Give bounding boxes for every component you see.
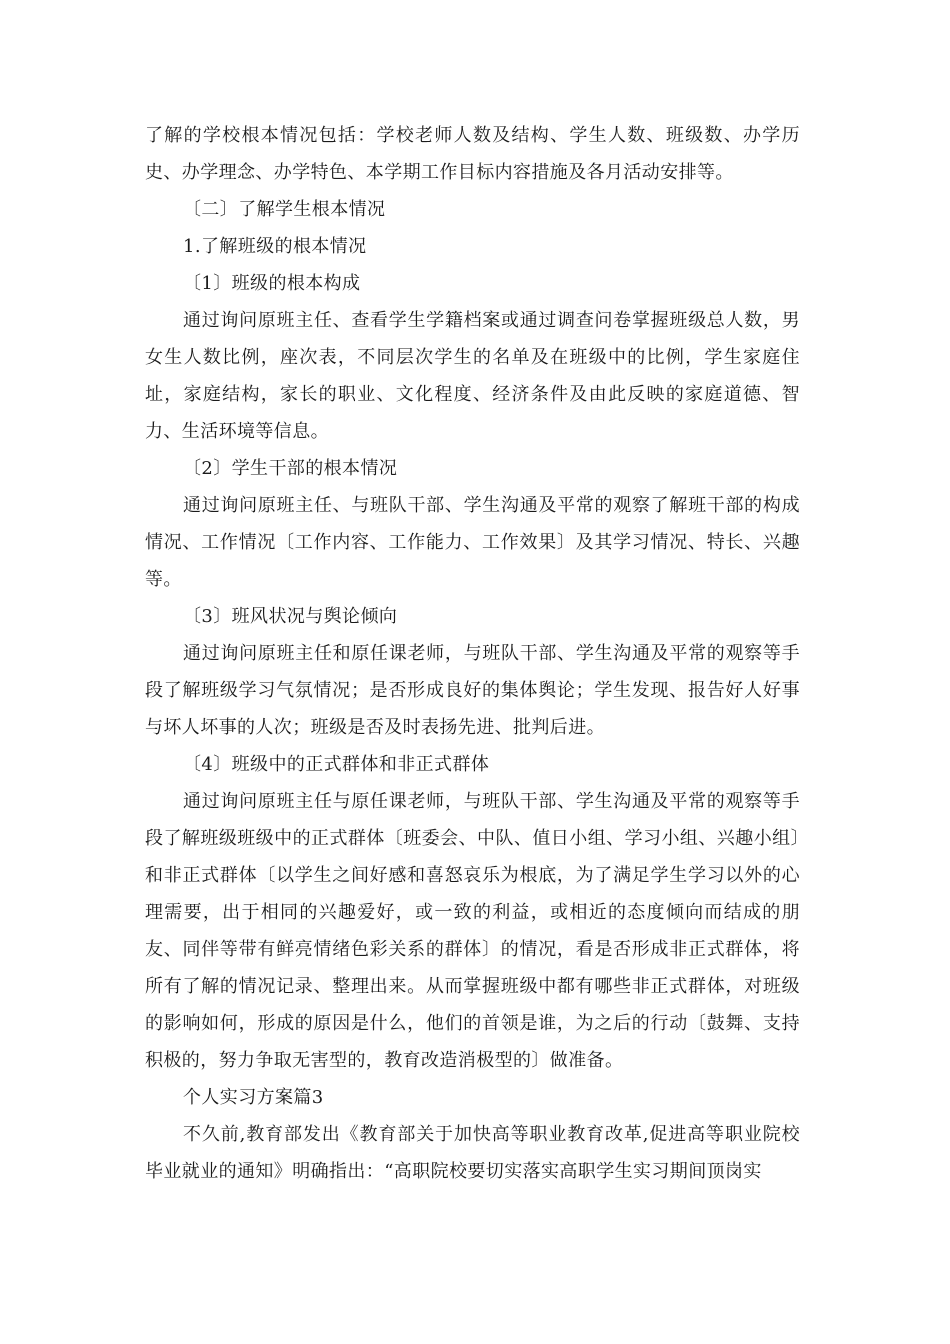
- paragraph-class-atmosphere: 通过询问原班主任和原任课老师，与班队干部、学生沟通及平常的观察等手段了解班级学习气氛情况；是否形成良好的集体舆论；学生发现、报告好人好事与坏人坏事的人次；班级是否及时表扬先进、批判后进。: [145, 643, 800, 738]
- paragraph-class-composition: 通过询问原班主任、查看学生学籍档案或通过调查问卷掌握班级总人数，男女生人数比例，座次表，不同层次学生的名单及在班级中的比例，学生家庭住址，家庭结构，家长的职业、文化程度、经济条件及由此反映的家庭道德、智力、生活环境等信息。: [145, 310, 800, 442]
- subheading-student-cadres: 〔2〕学生干部的根本情况: [183, 458, 398, 479]
- paragraph-school-info: 了解的学校根本情况包括：学校老师人数及结构、学生人数、班级数、办学历史、办学理念、办学特色、本学期工作目标内容措施及各月活动安排等。: [145, 125, 800, 183]
- heading-class-info: 1.了解班级的根本情况: [183, 236, 367, 257]
- subheading-class-atmosphere: 〔3〕班风状况与舆论倾向: [183, 606, 398, 627]
- subheading-class-composition: 〔1〕班级的根本构成: [183, 273, 361, 294]
- paragraph-student-cadres: 通过询问原班主任、与班队干部、学生沟通及平常的观察了解班干部的构成情况、工作情况〔工作内容、工作能力、工作效果〕及其学习情况、特长、兴趣等。: [145, 495, 800, 590]
- section-title-plan-3: 个人实习方案篇3: [183, 1087, 324, 1108]
- document-body: [145, 117, 800, 1190]
- heading-student-info: 〔二〕了解学生根本情况: [183, 199, 386, 220]
- paragraph-groups: 通过询问原班主任与原任课老师，与班队干部、学生沟通及平常的观察等手段了解班级班级中的正式群体〔班委会、中队、值日小组、学习小组、兴趣小组〕和非正式群体〔以学生之间好感和喜怒哀乐为根底，为了满足学生学习以外的心理需要，出于相同的兴趣爱好，或一致的利益，或相近的态度倾向而结成的朋友、同伴等带有鲜亮情绪色彩关系的群体〕的情况，看是否形成非正式群体，将所有了解的情况记录、整理出来。从而掌握班级中都有哪些非正式群体，对班级的影响如何，形成的原因是什么，他们的首领是谁，为之后的行动〔鼓舞、支持积极的，努力争取无害型的，教育改造消极型的〕做准备。: [145, 791, 800, 1071]
- paragraph-plan-3-intro: 不久前,教育部发出《教育部关于加快高等职业教育改革,促进高等职业院校毕业就业的通知》明确指出：“高职院校要切实落实高职学生实习期间顶岗实: [145, 1124, 800, 1182]
- subheading-groups: 〔4〕班级中的正式群体和非正式群体: [183, 754, 490, 775]
